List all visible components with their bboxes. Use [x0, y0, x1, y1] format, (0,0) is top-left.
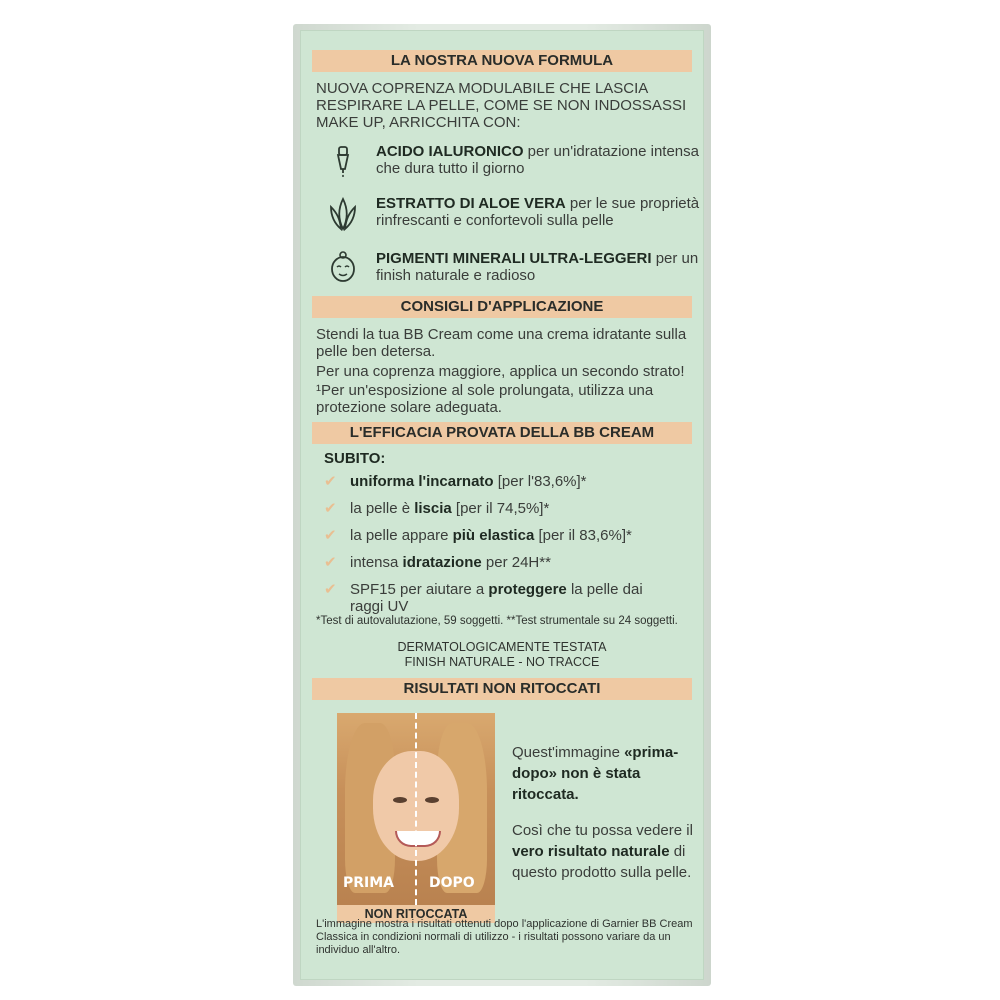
photo-caption: NON RITOCCATA — [337, 905, 495, 923]
checkmark-icon: ✔ — [324, 473, 337, 490]
application-title: CONSIGLI D'APPLICAZIONE — [400, 298, 604, 315]
natural-result-note: Così che tu possa vedere il vero risultato naturale di questo prodotto sulla pelle. — [512, 822, 693, 881]
photo-before-label: PRIMA — [343, 875, 395, 891]
efficacy-title: L'EFFICACIA PROVATA DELLA BB CREAM — [349, 424, 655, 441]
efficacy-title-band — [312, 422, 692, 444]
dropper-icon — [326, 145, 360, 179]
derm-line-2: FINISH NATURALE - NO TRACCE — [404, 655, 600, 669]
checkmark-icon: ✔ — [324, 527, 337, 544]
aloe-leaf-icon — [326, 197, 360, 231]
photo-divider — [415, 713, 417, 905]
formula-title-band — [312, 50, 692, 72]
results-title: RISULTATI NON RITOCCATI — [403, 680, 601, 697]
results-title-band — [312, 678, 692, 700]
face-icon — [326, 250, 360, 284]
unretouched-note: Quest'immagine «prima-dopo» non è stata ritoccata. — [512, 744, 679, 803]
feature-hyaluronic-text: ACIDO IALURONICO per un'idratazione intensa che dura tutto il giorno — [376, 143, 699, 177]
checkmark-icon: ✔ — [324, 500, 337, 517]
package-back-panel: LA NOSTRA NUOVA FORMULA NUOVA COPRENZA MODULABILE CHE LASCIA RESPIRARE LA PELLE, COME SE NON INDOSSASSI MAKE UP, ARRICCHITA CON: ACIDO IALURONICO per un'idratazione intensa che dura tutto il giorno ESTRATTO DI ALOE VERA per le sue proprietà rinfrescanti e confortevoli sulla pelle PIGMENTI MINERALI ULTRA-LEGGERI per un finish naturale e radioso CONSIGLI D'APPLICAZIONE Stendi la tua BB Cream come una crema idratante sulla pelle ben detersa. Per una coprenza maggiore, applica un secondo strato! ¹Per un'esposizione al sole prolungata, utilizza una protezione solare adeguata. L'EFFICACIA PROVATA DELLA BB CREAM SUBITO: ✔ uniforma l'incarnato [per l'83,6%]* ✔ la pelle è liscia [per il 74,5%]* ✔ la pelle appare più elastica [per il 83,6%]* ✔ intensa idratazione per 24H** ✔ SPF15 per aiutare a proteggere la pelle dai raggi UV *Test di autovalutazione, 59 soggetti. **Test strumentale su 24 soggetti. DERMATOLOGICAMENTE TESTATA FINISH NATURALE - NO TRACCE RISULTATI NON RITOCCATI PRIMA DOPO NON RITOCCATA Quest'immagine «prima-dopo» non è stata ritoccata. Così che tu possa vedere il vero risultato naturale di questo prodotto sulla pelle. L'immagine mostra i risultati ottenuti dopo l'applicazione di Garnier BB Cream Classica in condizioni normali di utilizzo - i risultati possono variare da un individuo all'altro. — [300, 30, 704, 980]
application-line-3: ¹Per un'esposizione al sole prolungata, utilizza una protezione solare adeguata. — [316, 382, 654, 416]
photo-after-label: DOPO — [429, 875, 475, 891]
subito-label: SUBITO: — [324, 450, 386, 467]
formula-title: LA NOSTRA NUOVA FORMULA — [390, 52, 614, 69]
feature-pigments-text: PIGMENTI MINERALI ULTRA-LEGGERI per un finish naturale e radioso — [376, 250, 699, 284]
checkmark-icon: ✔ — [324, 554, 337, 571]
application-title-band — [312, 296, 692, 318]
disclaimer: L'immagine mostra i risultati ottenuti dopo l'applicazione di Garnier BB Cream Classica in condizioni normali di utilizzo - i risultati possono variare da un individuo all'altro. — [316, 918, 693, 956]
before-after-photo — [337, 713, 495, 905]
footnote: *Test di autovalutazione, 59 soggetti. **Test strumentale su 24 soggetti. — [316, 615, 678, 627]
checkmark-icon: ✔ — [324, 581, 337, 598]
derm-line-1: DERMATOLOGICAMENTE TESTATA — [397, 640, 607, 654]
formula-intro: NUOVA COPRENZA MODULABILE CHE LASCIA RESPIRARE LA PELLE, COME SE NON INDOSSASSI MAKE UP, ARRICCHITA CON: — [316, 80, 687, 131]
application-line-1: Stendi la tua BB Cream come una crema idratante sulla pelle ben detersa. — [316, 326, 687, 360]
application-line-2: Per una coprenza maggiore, applica un secondo strato! — [316, 363, 685, 380]
feature-aloe-text: ESTRATTO DI ALOE VERA per le sue proprietà rinfrescanti e confortevoli sulla pelle — [376, 195, 700, 229]
